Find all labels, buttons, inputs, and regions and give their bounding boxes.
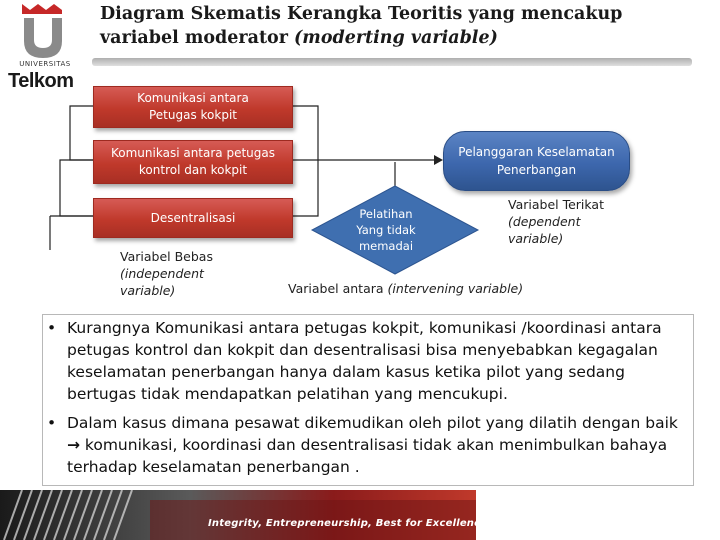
box-komunikasi-kontrol [93, 140, 293, 184]
mid-italic: (intervening variable) [387, 281, 524, 296]
indep-line2: (independent [120, 266, 204, 281]
loop-box2 [60, 160, 93, 216]
footer-slogan: Integrity, Entrepreneurship, Best for Excellence [208, 518, 488, 529]
line-box3-out [291, 160, 318, 216]
label-variabel-terikat [508, 196, 638, 247]
line-box1-out [291, 106, 318, 160]
loop-box1 [70, 106, 93, 160]
bullet-dot: • [47, 414, 57, 432]
moderator-line3: memadai [358, 239, 414, 253]
bullet-item [43, 317, 683, 405]
moderator-text [345, 206, 445, 254]
indep-line1: Variabel Bebas [120, 249, 213, 264]
box2-line1: Komunikasi antara petugas [111, 146, 275, 160]
box2-line2: kontrol dan kokpit [138, 163, 248, 177]
bullet-item [43, 412, 683, 478]
box-desentralisasi [93, 198, 293, 238]
arrowhead-outcome [434, 155, 443, 165]
moderator-line1: Pelatihan [359, 207, 413, 221]
footer-banner [0, 490, 476, 540]
box1-line2: Petugas kokpit [148, 108, 237, 122]
moderator-line2: Yang tidak [356, 223, 416, 237]
box-komunikasi-kokpit [93, 86, 293, 128]
logo-telkom-text: Telkom [8, 70, 74, 92]
bullet-text [43, 412, 683, 478]
box1-line1: Komunikasi antara [137, 91, 249, 105]
bullet-list [42, 314, 694, 486]
bullet-dot: • [47, 319, 57, 337]
bullet2-text-after: komunikasi, koordinasi dan desentralisasi tidak akan menimbulkan bahaya terhadap keselamatan penerbangan . [67, 436, 668, 476]
bullet2-text-before: Dalam kasus dimana pesawat dikemudikan oleh pilot yang dilatih dengan baik [67, 414, 678, 432]
dep-line2: (dependent [508, 214, 581, 229]
mid-regular: Variabel antara [288, 281, 388, 296]
arrow-icon: → [67, 436, 80, 454]
label-variabel-antara [288, 280, 588, 297]
box-pelanggaran-keselamatan [443, 131, 630, 191]
box3-line1: Desentralisasi [150, 210, 236, 225]
outcome-line1: Pelanggaran Keselamatan [458, 145, 615, 159]
logo-university-text: UNIVERSITAS [19, 60, 71, 68]
title-line-1: Diagram Skematis Kerangka Teoritis yang mencakup [100, 4, 623, 24]
label-variabel-bebas [120, 248, 250, 299]
title-line-2-italic: (moderting variable) [294, 28, 498, 48]
dep-line3: variable) [508, 231, 564, 246]
bullet-text: Kurangnya Komunikasi antara petugas kokpit, komunikasi /koordinasi antara petugas kontrol dan kokpit dan desentralisasi bisa menyebabkan kegagalan keselamatan penerbangan hanya dalam kasus ketika pilot yang sedang bertugas tidak mendapatkan pelatihan yang mencukupi. [67, 319, 662, 403]
indep-line3: variable) [120, 283, 176, 298]
dep-line1: Variabel Terikat [508, 197, 604, 212]
title-line-2-regular: variabel moderator [100, 28, 295, 48]
outcome-line2: Penerbangan [496, 163, 577, 177]
